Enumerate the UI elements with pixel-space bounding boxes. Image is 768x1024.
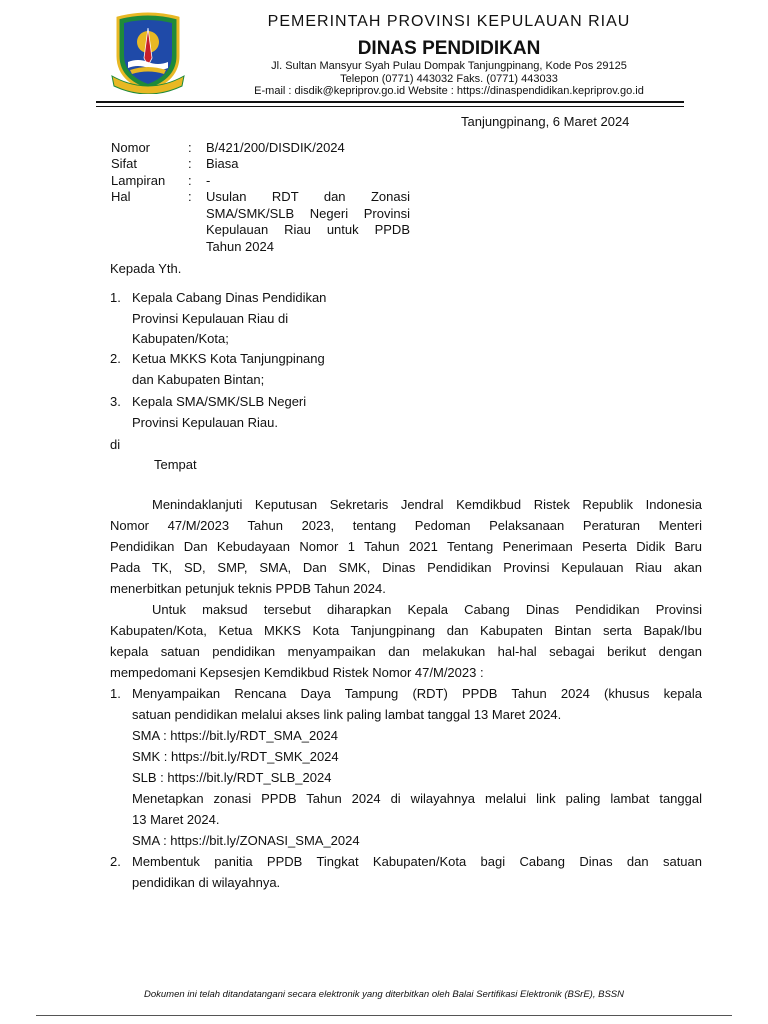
- hal-line: Tahun 2024: [206, 238, 274, 254]
- letterhead-contact[interactable]: E-mail : disdik@kepriprov.go.id Website : https://dinaspendidikan.kepriprov.go.id: [254, 85, 644, 97]
- list-number: 2.: [110, 854, 121, 869]
- letterhead-rule-thick: [96, 101, 684, 103]
- di-label: di: [110, 437, 121, 452]
- sifat-label: Sifat: [111, 156, 138, 171]
- list-item-line: pendidikan di wilayahnya.: [132, 875, 281, 890]
- lampiran-value: -: [206, 173, 211, 188]
- recipient-number: 3.: [110, 394, 121, 409]
- tempat-label: Tempat: [154, 457, 197, 472]
- recipient-line: Kabupaten/Kota;: [132, 331, 229, 346]
- letterhead-government: PEMERINTAH PROVINSI KEPULAUAN RIAU: [267, 13, 631, 30]
- recipient-number: 1.: [110, 290, 121, 305]
- paragraph-line: Nomor 47/M/2023 Tahun 2023, tentang Pedoman Pelaksanaan Peraturan Menteri: [110, 518, 702, 533]
- hal-line: Usulan RDT dan Zonasi: [206, 189, 410, 204]
- provincial-logo: [108, 12, 188, 94]
- list-item-line: satuan pendidikan melalui akses link paling lambat tanggal 13 Maret 2024.: [132, 707, 562, 722]
- paragraph-line: kepala satuan pendidikan menyampaikan dan melakukan hal-hal sebagai berikut dengan: [110, 644, 702, 659]
- list-item-line: Menetapkan zonasi PPDB Tahun 2024 di wilayahnya melalui link paling lambat tanggal: [132, 791, 702, 806]
- hal-colon: :: [188, 189, 192, 204]
- list-number: 1.: [110, 686, 121, 701]
- paragraph-line: Untuk maksud tersebut diharapkan Kepala Cabang Dinas Pendidikan Provinsi: [152, 602, 702, 617]
- rdt-smk-link[interactable]: SMK : https://bit.ly/RDT_SMK_2024: [132, 749, 339, 764]
- recipient-number: 2.: [110, 351, 121, 366]
- hal-value: [206, 189, 410, 255]
- paragraph-line: menerbitkan petunjuk teknis PPDB Tahun 2024.: [110, 581, 386, 596]
- letterhead-rule-thin: [96, 106, 684, 107]
- hal-line: Kepulauan Riau untuk PPDB: [206, 222, 410, 237]
- recipient-line: Kepala SMA/SMK/SLB Negeri: [132, 394, 307, 409]
- nomor-value: B/421/200/DISDIK/2024: [206, 140, 345, 155]
- salutation: Kepada Yth.: [110, 261, 182, 276]
- recipient-line: Kepala Cabang Dinas Pendidikan: [132, 290, 327, 305]
- sifat-value: Biasa: [206, 156, 239, 171]
- nomor-label: Nomor: [111, 140, 151, 155]
- hal-line: SMA/SMK/SLB Negeri Provinsi: [206, 205, 410, 221]
- footer-rule: [36, 1015, 732, 1016]
- paragraph-line: Kabupaten/Kota, Ketua MKKS Kota Tanjungpinang dan Kabupaten Bintan serta Bapak/Ibu: [110, 623, 702, 638]
- hal-label: Hal: [111, 189, 131, 204]
- esign-footer: Dokumen ini telah ditandatangani secara elektronik yang diterbitkan oleh Balai Sertifikasi Elektronik (BSrE), BSSN: [144, 989, 624, 1000]
- recipient-line: Provinsi Kepulauan Riau.: [132, 415, 278, 430]
- lampiran-label: Lampiran: [111, 173, 166, 188]
- paragraph-line: mempedomani Kepsesjen Kemdikbud Ristek Nomor 47/M/2023 :: [110, 665, 484, 680]
- paragraph-line: Pada TK, SD, SMP, SMA, Dan SMK, Dinas Pendidikan Provinsi Kepulauan Riau akan: [110, 560, 702, 575]
- nomor-colon: :: [188, 140, 192, 155]
- letterhead-contact-block: [200, 60, 698, 98]
- recipient-line: Provinsi Kepulauan Riau di: [132, 311, 289, 326]
- zonasi-sma-link[interactable]: SMA : https://bit.ly/ZONASI_SMA_2024: [132, 833, 360, 848]
- list-item-line: Menyampaikan Rencana Daya Tampung (RDT) PPDB Tahun 2024 (khusus kepala: [132, 686, 702, 701]
- letterhead-address: Jl. Sultan Mansyur Syah Pulau Dompak Tanjungpinang, Kode Pos 29125: [271, 60, 627, 72]
- sifat-colon: :: [188, 156, 192, 171]
- rdt-sma-link[interactable]: SMA : https://bit.ly/RDT_SMA_2024: [132, 728, 338, 743]
- recipient-line: dan Kabupaten Bintan;: [132, 372, 265, 387]
- recipient-line: Ketua MKKS Kota Tanjungpinang: [132, 351, 325, 366]
- rdt-slb-link[interactable]: SLB : https://bit.ly/RDT_SLB_2024: [132, 770, 332, 785]
- paragraph-line: Menindaklanjuti Keputusan Sekretaris Jendral Kemdikbud Ristek Republik Indonesia: [152, 497, 702, 512]
- lampiran-colon: :: [188, 173, 192, 188]
- letter-date: Tanjungpinang, 6 Maret 2024: [461, 114, 630, 129]
- list-item-line: Membentuk panitia PPDB Tingkat Kabupaten/Kota bagi Cabang Dinas dan satuan: [132, 854, 702, 869]
- paragraph-line: Pendidikan Dan Kebudayaan Nomor 1 Tahun 2021 Tentang Penerimaan Peserta Didik Baru: [110, 539, 702, 554]
- letterhead-phone: Telepon (0771) 443032 Faks. (0771) 443033: [340, 72, 558, 85]
- letterhead-agency: DINAS PENDIDIKAN: [357, 38, 541, 59]
- list-item-line: 13 Maret 2024.: [132, 812, 220, 827]
